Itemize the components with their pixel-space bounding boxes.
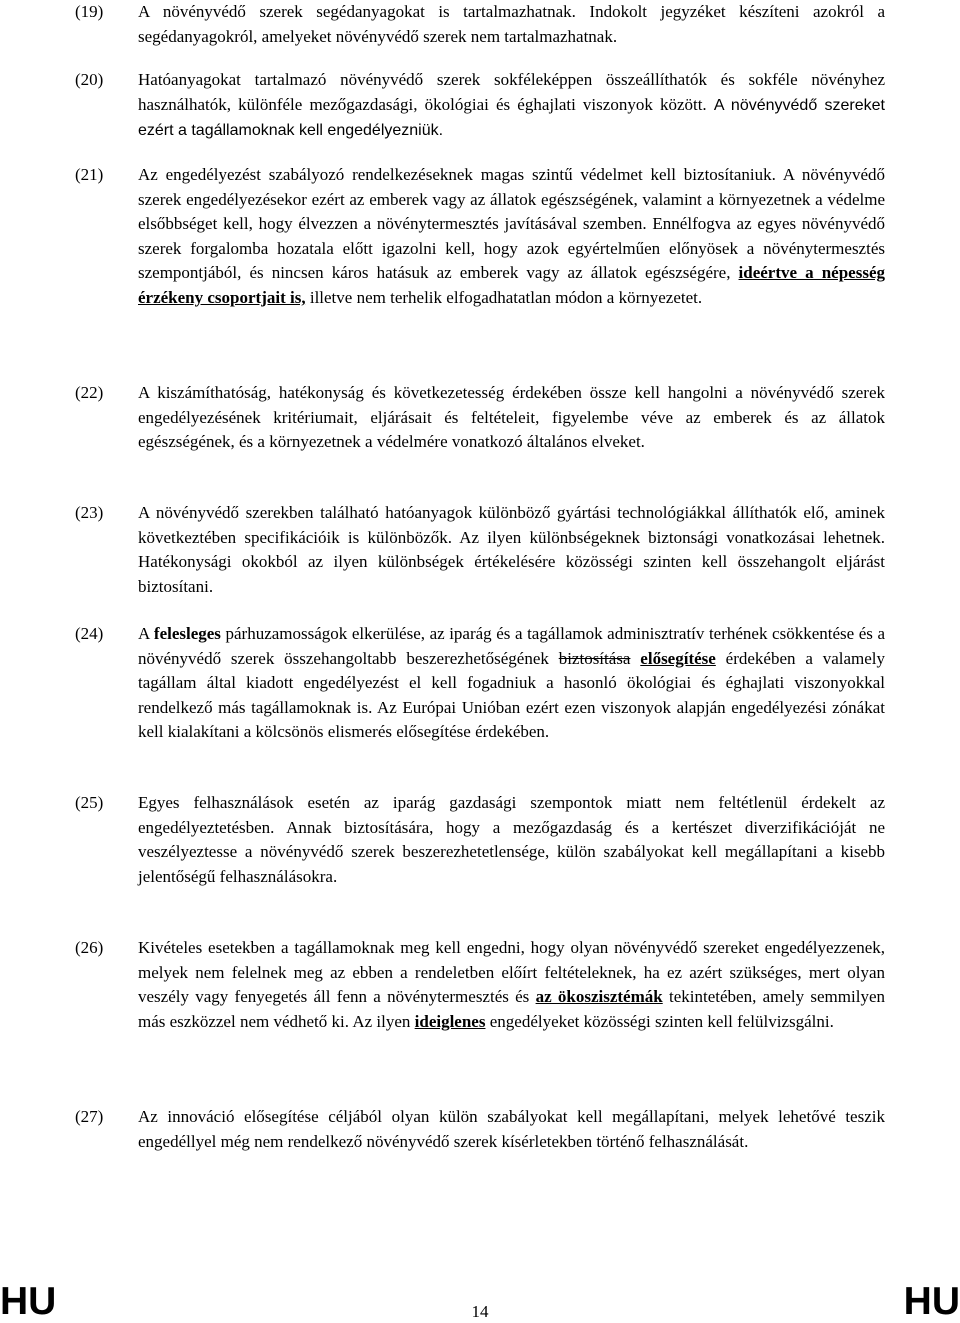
deleted-text: biztosítása [558,648,631,668]
text-run: Kivételes esetekben a tagállamoknak meg kell engedni, hogy olyan növényvédő szereket engedélyezzenek, melyek nem felelnek meg az ebben a rendeletben előírt feltételeknek, ha ez azért szükséges, mert olyan veszély vagy fenyegetés áll fenn a növénytermesztés és [138,938,885,1007]
paragraph-number: (26) [75,938,104,957]
text-run: A növényvédő szerek segédanyagokat is tartalmazhatnak. Indokolt jegyzéket készíteni azokról a segédanyagokról, amelyeket növényvédő szerek nem tartalmazhatnak. [138,2,885,46]
language-code-right: HU [903,1280,960,1323]
text-run: A kiszámíthatóság, hatékonyság és következetesség érdekében össze kell hangolni a növényvédő szerek engedélyezésének kritériumait, eljárásait és feltételeit, figyelembe véve az emberek és az állatok egészségének, és a környezetnek a védelmére vonatkozó általános elveket. [138,383,885,452]
paragraph-number: (21) [75,165,104,184]
paragraph-number: (24) [75,624,104,643]
text-run: illetve nem terhelik elfogadhatatlan módon a környezetet. [305,287,703,307]
paragraph-number: (19) [75,2,104,21]
text-run: A [138,624,154,643]
paragraph-text [138,163,885,311]
inserted-text: az ökoszisztémák [535,987,663,1007]
text-run: engedélyeket közösségi szinten kell felülvizsgálni. [485,1011,834,1031]
paragraph-text [138,68,885,144]
paragraph-text [138,1105,885,1154]
language-code-left: HU [0,1280,57,1323]
page-number: 14 [471,1302,489,1321]
paragraph-text [138,0,885,49]
bold-text: felesleges [153,624,221,643]
paragraph-number: (25) [75,793,104,812]
text-run: Az innováció elősegítése céljából olyan külön szabályokat kell megállapítani, melyek lehetővé teszik engedéllyel még nem rendelkező növényvédő szerek kísérletekben történő felhasználását. [138,1107,885,1151]
paragraph-text [138,381,885,455]
inserted-text: ideiglenes [414,1011,486,1031]
text-run [630,649,640,668]
text-run: tekintetében, amely semmilyen más eszközzel nem védhető ki. Az ilyen [138,987,885,1031]
paragraph-number: (23) [75,503,104,522]
text-run: Hatóanyagokat tartalmazó növényvédő szerek sokféleképpen összeállíthatók és sokféle növényhez használhatók, különféle mezőgazdasági, ökológiai és éghajlati viszonyok között. [138,70,885,114]
paragraph-number: (22) [75,383,104,402]
paragraph-number: (20) [75,70,104,89]
text-run: Egyes felhasználások esetén az iparág gazdasági szempontok miatt nem feltétlenül érdekelt az engedélyeztetésben. Annak biztosítására, hogy a mezőgazdaság és a kertészet diverzifikációját ne veszélyeztesse a növényvédő szerek beszerezhetetlensége, külön szabályokat kell megállapítani a kisebb jelentőségű felhasználásokra. [138,793,885,886]
text-run: Az engedélyezést szabályozó rendelkezéseknek magas szintű védelmet kell biztosítaniuk. A növényvédő szerek engedélyezésekor ezért az emberek vagy az állatok egészségének, valamint a környezetnek a védelme elsőbbséget kell, hogy élvezzen a növénytermesztés javításával szemben. Ennélfogva az egyes növényvédő szerek forgalomba hozatala előtt igazolni kell, hogy azok egyértelműen előnyösek a növénytermesztés szempontjából, és nincsen káros hatásuk az emberek vagy az állatok egészségére, [138,165,885,283]
paragraph-text [138,501,885,599]
text-run: A növényvédő szerekben található hatóanyagok különböző gyártási technológiákkal állíthatók elő, aminek következtében specifikációik is különbözők. Az ilyen különbségeknek biztonsági vonatkozásai lehetnek. Hatékonysági okokból az ilyen különbségek értékelésére közösségi szinten kell összehangolt eljárást biztosítani. [138,503,885,596]
sans-run: A növényvédő szereket ezért a tagállamoknak kell engedélyezniük. [138,96,885,140]
text-run: érdekében a valamely tagállam által kiadott engedélyezést el kell fogadniuk a hasonló ökológiai és éghajlati viszonyokkal rendelkező más tagállamoknak is. Az Európai Unióban ezért ezen viszonyok alapján engedélyezési zónákat kell kialakítani a kölcsönös elismerés elősegítése érdekében. [138,648,886,742]
paragraph-number: (27) [75,1107,104,1126]
inserted-text: ideértve a népesség érzékeny csoportjait is, [138,263,885,307]
paragraph-text [138,791,885,889]
inserted-text: elősegítése [640,648,716,668]
paragraph-text [138,936,885,1034]
text-run: párhuzamosságok elkerülése, az iparág és a tagállamok adminisztratív terhének csökkentése és a növényvédő szerek összehangoltabb beszerezhetőségének [138,624,885,668]
paragraph-text [138,622,885,745]
